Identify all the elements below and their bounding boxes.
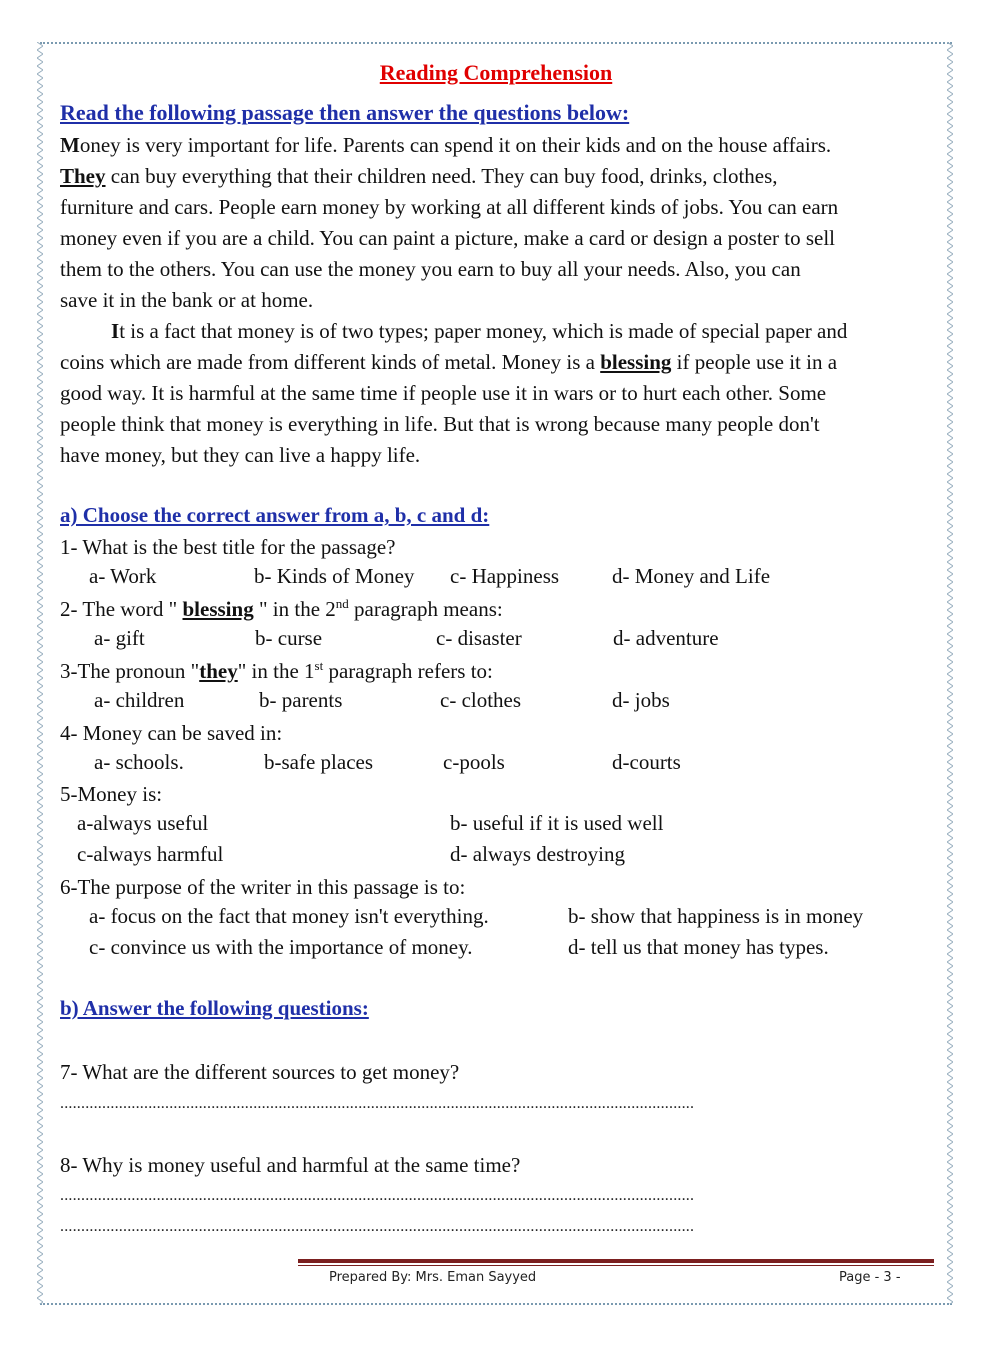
- q1-option-d[interactable]: d- Money and Life: [612, 564, 771, 588]
- q4-option-b[interactable]: b-safe places: [264, 750, 374, 774]
- q3-option-a[interactable]: a- children: [94, 688, 185, 712]
- question-4: 4- Money can be saved in:: [60, 721, 283, 745]
- passage-line: furniture and cars. People earn money by working at all different kinds of jobs. You can earn: [60, 195, 839, 219]
- section-a-heading: a) Choose the correct answer from a, b, c and d:: [60, 503, 490, 527]
- q4-option-c[interactable]: c-pools: [443, 750, 505, 774]
- page-border-left: [37, 42, 43, 1304]
- passage-line: good way. It is harmful at the same time if people use it in wars or to hurt each other. Some: [60, 381, 827, 405]
- footer-rule: [298, 1259, 934, 1263]
- passage-text: if people use it in a: [671, 350, 838, 374]
- page-border-right: [947, 42, 953, 1304]
- q5-option-a[interactable]: a-always useful: [77, 811, 209, 835]
- q6-option-b[interactable]: b- show that happiness is in money: [568, 904, 864, 928]
- q2-text: 2- The word ": [60, 597, 183, 621]
- footer-rule-thin: [298, 1265, 934, 1266]
- q6-option-d[interactable]: d- tell us that money has types.: [568, 935, 829, 959]
- drop-letter: M: [60, 133, 80, 157]
- answer-line-q8-1[interactable]: .......................................................................................................................................................: [60, 1187, 695, 1204]
- passage-text: can buy everything that their children need. They can buy food, drinks, clothes,: [105, 164, 778, 188]
- q3-option-d[interactable]: d- jobs: [612, 688, 670, 712]
- instructions: Read the following passage then answer the questions below:: [60, 100, 630, 125]
- question-2: [60, 595, 503, 623]
- passage-text: t is a fact that money is of two types; paper money, which is made of special paper and: [119, 319, 848, 343]
- question-5: 5-Money is:: [60, 782, 163, 806]
- q1-option-c[interactable]: c- Happiness: [450, 564, 560, 588]
- q2-text: " in the 2: [253, 597, 336, 621]
- footer-author: Prepared By: Mrs. Eman Sayyed: [329, 1270, 537, 1285]
- page-border-top: [40, 42, 952, 44]
- q2-word: blessing: [182, 597, 254, 621]
- q3-option-c[interactable]: c- clothes: [440, 688, 522, 712]
- q2-option-a[interactable]: a- gift: [94, 626, 145, 650]
- q5-option-b[interactable]: b- useful if it is used well: [450, 811, 664, 835]
- page-border-bottom: [40, 1303, 952, 1305]
- page-title: Reading Comprehension: [379, 60, 613, 85]
- answer-line-q7[interactable]: .......................................................................................................................................................: [60, 1095, 695, 1112]
- question-8: 8- Why is money useful and harmful at the same time?: [60, 1153, 521, 1177]
- highlighted-word-blessing: blessing: [600, 350, 672, 374]
- passage-line: money even if you are a child. You can paint a picture, make a card or design a poster to sell: [60, 226, 836, 250]
- passage-line: [60, 131, 831, 159]
- passage-text: coins which are made from different kinds of metal. Money is a: [60, 350, 601, 374]
- q2-option-b[interactable]: b- curse: [255, 626, 323, 650]
- q2-option-c[interactable]: c- disaster: [436, 626, 522, 650]
- question-6: 6-The purpose of the writer in this passage is to:: [60, 875, 466, 899]
- q3-word: they: [199, 659, 238, 683]
- passage-text: oney is very important for life. Parents can spend it on their kids and on the house affairs.: [79, 133, 832, 157]
- section-b-heading: b) Answer the following questions:: [60, 996, 369, 1020]
- question-3: [60, 657, 493, 685]
- answer-line-q8-2[interactable]: .......................................................................................................................................................: [60, 1218, 695, 1235]
- q4-option-a[interactable]: a- schools.: [94, 750, 184, 774]
- q4-option-d[interactable]: d-courts: [612, 750, 681, 774]
- q3-option-b[interactable]: b- parents: [259, 688, 343, 712]
- question-7: 7- What are the different sources to get money?: [60, 1060, 460, 1084]
- q2-sup: nd: [335, 596, 349, 611]
- q1-option-b[interactable]: b- Kinds of Money: [254, 564, 415, 588]
- passage-line: have money, but they can live a happy life.: [60, 443, 421, 467]
- q5-option-c[interactable]: c-always harmful: [77, 842, 224, 866]
- q3-sup: st: [314, 658, 324, 673]
- passage-line: save it in the bank or at home.: [60, 288, 314, 312]
- q2-option-d[interactable]: d- adventure: [613, 626, 719, 650]
- q1-option-a[interactable]: a- Work: [89, 564, 157, 588]
- drop-letter: I: [111, 319, 120, 343]
- q6-option-c[interactable]: c- convince us with the importance of money.: [89, 935, 473, 959]
- q3-text: " in the 1: [237, 659, 315, 683]
- passage-line: people think that money is everything in life. But that is wrong because many people don't: [60, 412, 820, 436]
- passage-line: [60, 162, 778, 190]
- passage-line: them to the others. You can use the money you earn to buy all your needs. Also, you can: [60, 257, 801, 281]
- q3-text: 3-The pronoun ": [60, 659, 200, 683]
- question-1: 1- What is the best title for the passage?: [60, 535, 396, 559]
- q2-text: paragraph means:: [348, 597, 503, 621]
- passage-line: [60, 348, 837, 376]
- footer-page-number: Page - 3 -: [839, 1270, 901, 1285]
- q3-text: paragraph refers to:: [323, 659, 493, 683]
- q5-option-d[interactable]: d- always destroying: [450, 842, 625, 866]
- passage-line: [111, 317, 847, 345]
- q6-option-a[interactable]: a- focus on the fact that money isn't everything.: [89, 904, 489, 928]
- highlighted-word-they: They: [60, 164, 106, 188]
